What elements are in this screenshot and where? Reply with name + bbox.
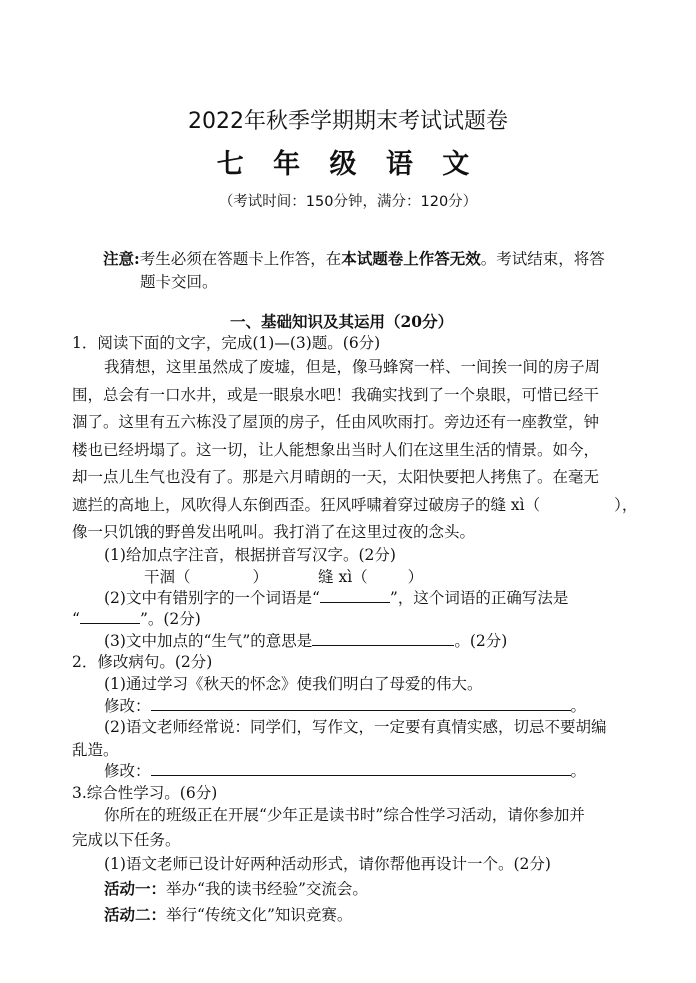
q3-intro-cont: 完成以下任务。 — [72, 831, 181, 849]
q2-stem: 2．修改病句。(2分) — [72, 653, 213, 671]
q2-item1: (1)通过学习《秋天的怀念》使我们明白了母爱的伟大。 — [104, 675, 483, 693]
q3-intro: 你所在的班级正在开展“少年正是读书时”综合性学习活动，请你参加并 — [104, 806, 585, 824]
passage-line: 遮拦的高地上，风吹得人东倒西歪。狂风呼啸着穿过破房子的缝 xì（ ）， — [72, 496, 638, 514]
subject-title: 七 年 级 语 文 — [216, 149, 480, 180]
q2-item2: (2)语文老师经常说：同学们，写作文，一定要有真情实感，切忌不要胡编 — [104, 718, 607, 736]
passage-line: 围，总会有一口水井，或是一眼泉水吧！我确实找到了一个泉眼，可惜已经干 — [72, 386, 600, 404]
notice-line-2: 题卡交回。 — [140, 273, 218, 291]
exam-title: 2022年秋季学期期末考试试题卷 — [188, 109, 508, 134]
q3-stem: 3.综合性学习。(6分) — [72, 784, 218, 802]
q2-item2-fix: 修改： 。 — [104, 762, 587, 780]
q1-sub1-items: 干涸（ ） 缝 xì（ ） — [144, 568, 424, 586]
passage-line: 楼也已经坍塌了。这一切，让人能想象出当时人们在这里生活的情景。如今， — [72, 441, 600, 459]
answer-blank[interactable] — [312, 630, 454, 646]
passage-line: 却一点儿生气也没有了。那是六月晴朗的一天，太阳快要把人拷焦了。在毫无 — [72, 468, 600, 486]
activity-1: 活动一：举办“我的读书经验”交流会。 — [104, 879, 368, 898]
passage-line: 涸了。这里有五六栋没了屋顶的房子，任由风吹雨打。旁边还有一座教堂，钟 — [72, 413, 600, 431]
q1-stem: 1．阅读下面的文字，完成(1)—(3)题。(6分) — [72, 334, 381, 352]
q3-sub1: (1)语文老师已设计好两种活动形式，请你帮他再设计一个。(2分) — [104, 855, 551, 873]
passage-line: 我猜想，这里虽然成了废墟，但是，像马蜂窝一样、一间挨一间的房子周 — [104, 358, 601, 376]
notice-label: 注意: — [103, 249, 140, 268]
passage-line: 像一只饥饿的野兽发出吼叫。我打消了在这里过夜的念头。 — [72, 523, 476, 541]
q2-item1-fix: 修改： 。 — [104, 697, 587, 715]
answer-line[interactable] — [151, 760, 571, 776]
answer-blank[interactable] — [80, 608, 140, 624]
q1-sub1: (1)给加点字注音，根据拼音写汉字。(2分) — [104, 546, 396, 564]
answer-line[interactable] — [151, 695, 571, 711]
exam-info: （考试时间：150分钟，满分：120分） — [218, 194, 478, 210]
q2-item2-cont: 乱造。 — [72, 741, 119, 759]
section-heading: 一、基础知识及其运用（20分） — [230, 312, 454, 331]
notice-bold: 本试题卷上作答无效 — [341, 249, 481, 268]
q1-sub2: (2)文中有错别字的一个词语是“ ”，这个词语的正确写法是 — [104, 589, 569, 607]
q1-sub2-cont: “ ”。(2分) — [72, 610, 201, 628]
activity-2: 活动二：举行“传统文化”知识竞赛。 — [104, 905, 353, 924]
notice-line-1: 注意:考生必须在答题卡上作答，在本试题卷上作答无效。考试结束，将答 — [103, 249, 605, 268]
q1-sub3: (3)文中加点的“生气”的意思是 。(2分) — [104, 632, 508, 650]
answer-blank[interactable] — [320, 587, 390, 603]
